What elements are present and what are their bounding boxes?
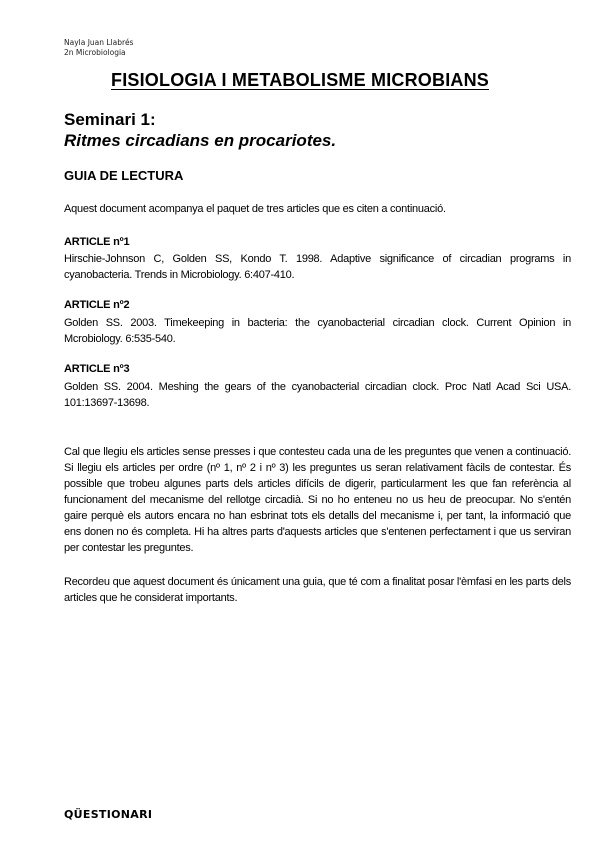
article-1-citation: Hirschie-Johnson C, Golden SS, Kondo T. 1998. Adaptive significance of circadian programs in cyanobacteria. Trends in Microbiology. 6:407-410. [64,253,571,281]
course-name: 2n Microbiologia [64,48,126,57]
article-2-heading: ARTICLE nº2 [64,299,130,311]
guide-heading: GUIA DE LECTURA [64,168,184,183]
seminar-subtitle: Ritmes circadians en procariotes. [64,131,337,150]
document-title: FISIOLOGIA I METABOLISME MICROBIANS [111,70,489,90]
article-2-citation: Golden SS. 2003. Timekeeping in bacteria: the cyanobacterial circadian clock. Current Opinion in Mcrobiology. 6:535-540. [64,317,571,345]
article-3-heading: ARTICLE nº3 [64,363,130,375]
body-paragraph-1: Cal que llegiu els articles sense presses i que contesteu cada una de les preguntes que venen a continuació. Si llegiu els articles per ordre (nº 1, nº 2 i nº 3) les preguntes us seran relativament fàcils de contestar. És possible que trobeu algunes parts dels articles difícils de digerir, particularment les que fan referència al funcionament del mecanisme del rellotge circadià. Si no ho enteneu no us heu de preocupar. No s'entén gaire perquè els autors encara no han esbrinat tots els detalls del mecanisme i, per tant, la informació que ens donen no és completa. Hi ha altres parts d'aquests articles que s'entenen perfectament i que us serviran per contestar les preguntes. [64,446,571,554]
article-3-citation: Golden SS. 2004. Meshing the gears of the cyanobacterial circadian clock. Proc Natl Acad Sci USA. 101:13697-13698. [64,381,571,409]
body-paragraph-2: Recordeu que aquest document és únicament una guia, que té com a finalitat posar l'èmfasi en les parts dels articles que he considerat importants. [64,576,571,604]
article-1-heading: ARTICLE nº1 [64,236,130,248]
intro-paragraph: Aquest document acompanya el paquet de tres articles que es citen a continuació. [64,203,446,215]
questionnaire-heading: QÜESTIONARI [64,808,153,821]
seminar-title: Seminari 1: [64,110,156,129]
author-name: Nayla Juan Llabrés [64,38,134,47]
author-header [64,38,133,58]
